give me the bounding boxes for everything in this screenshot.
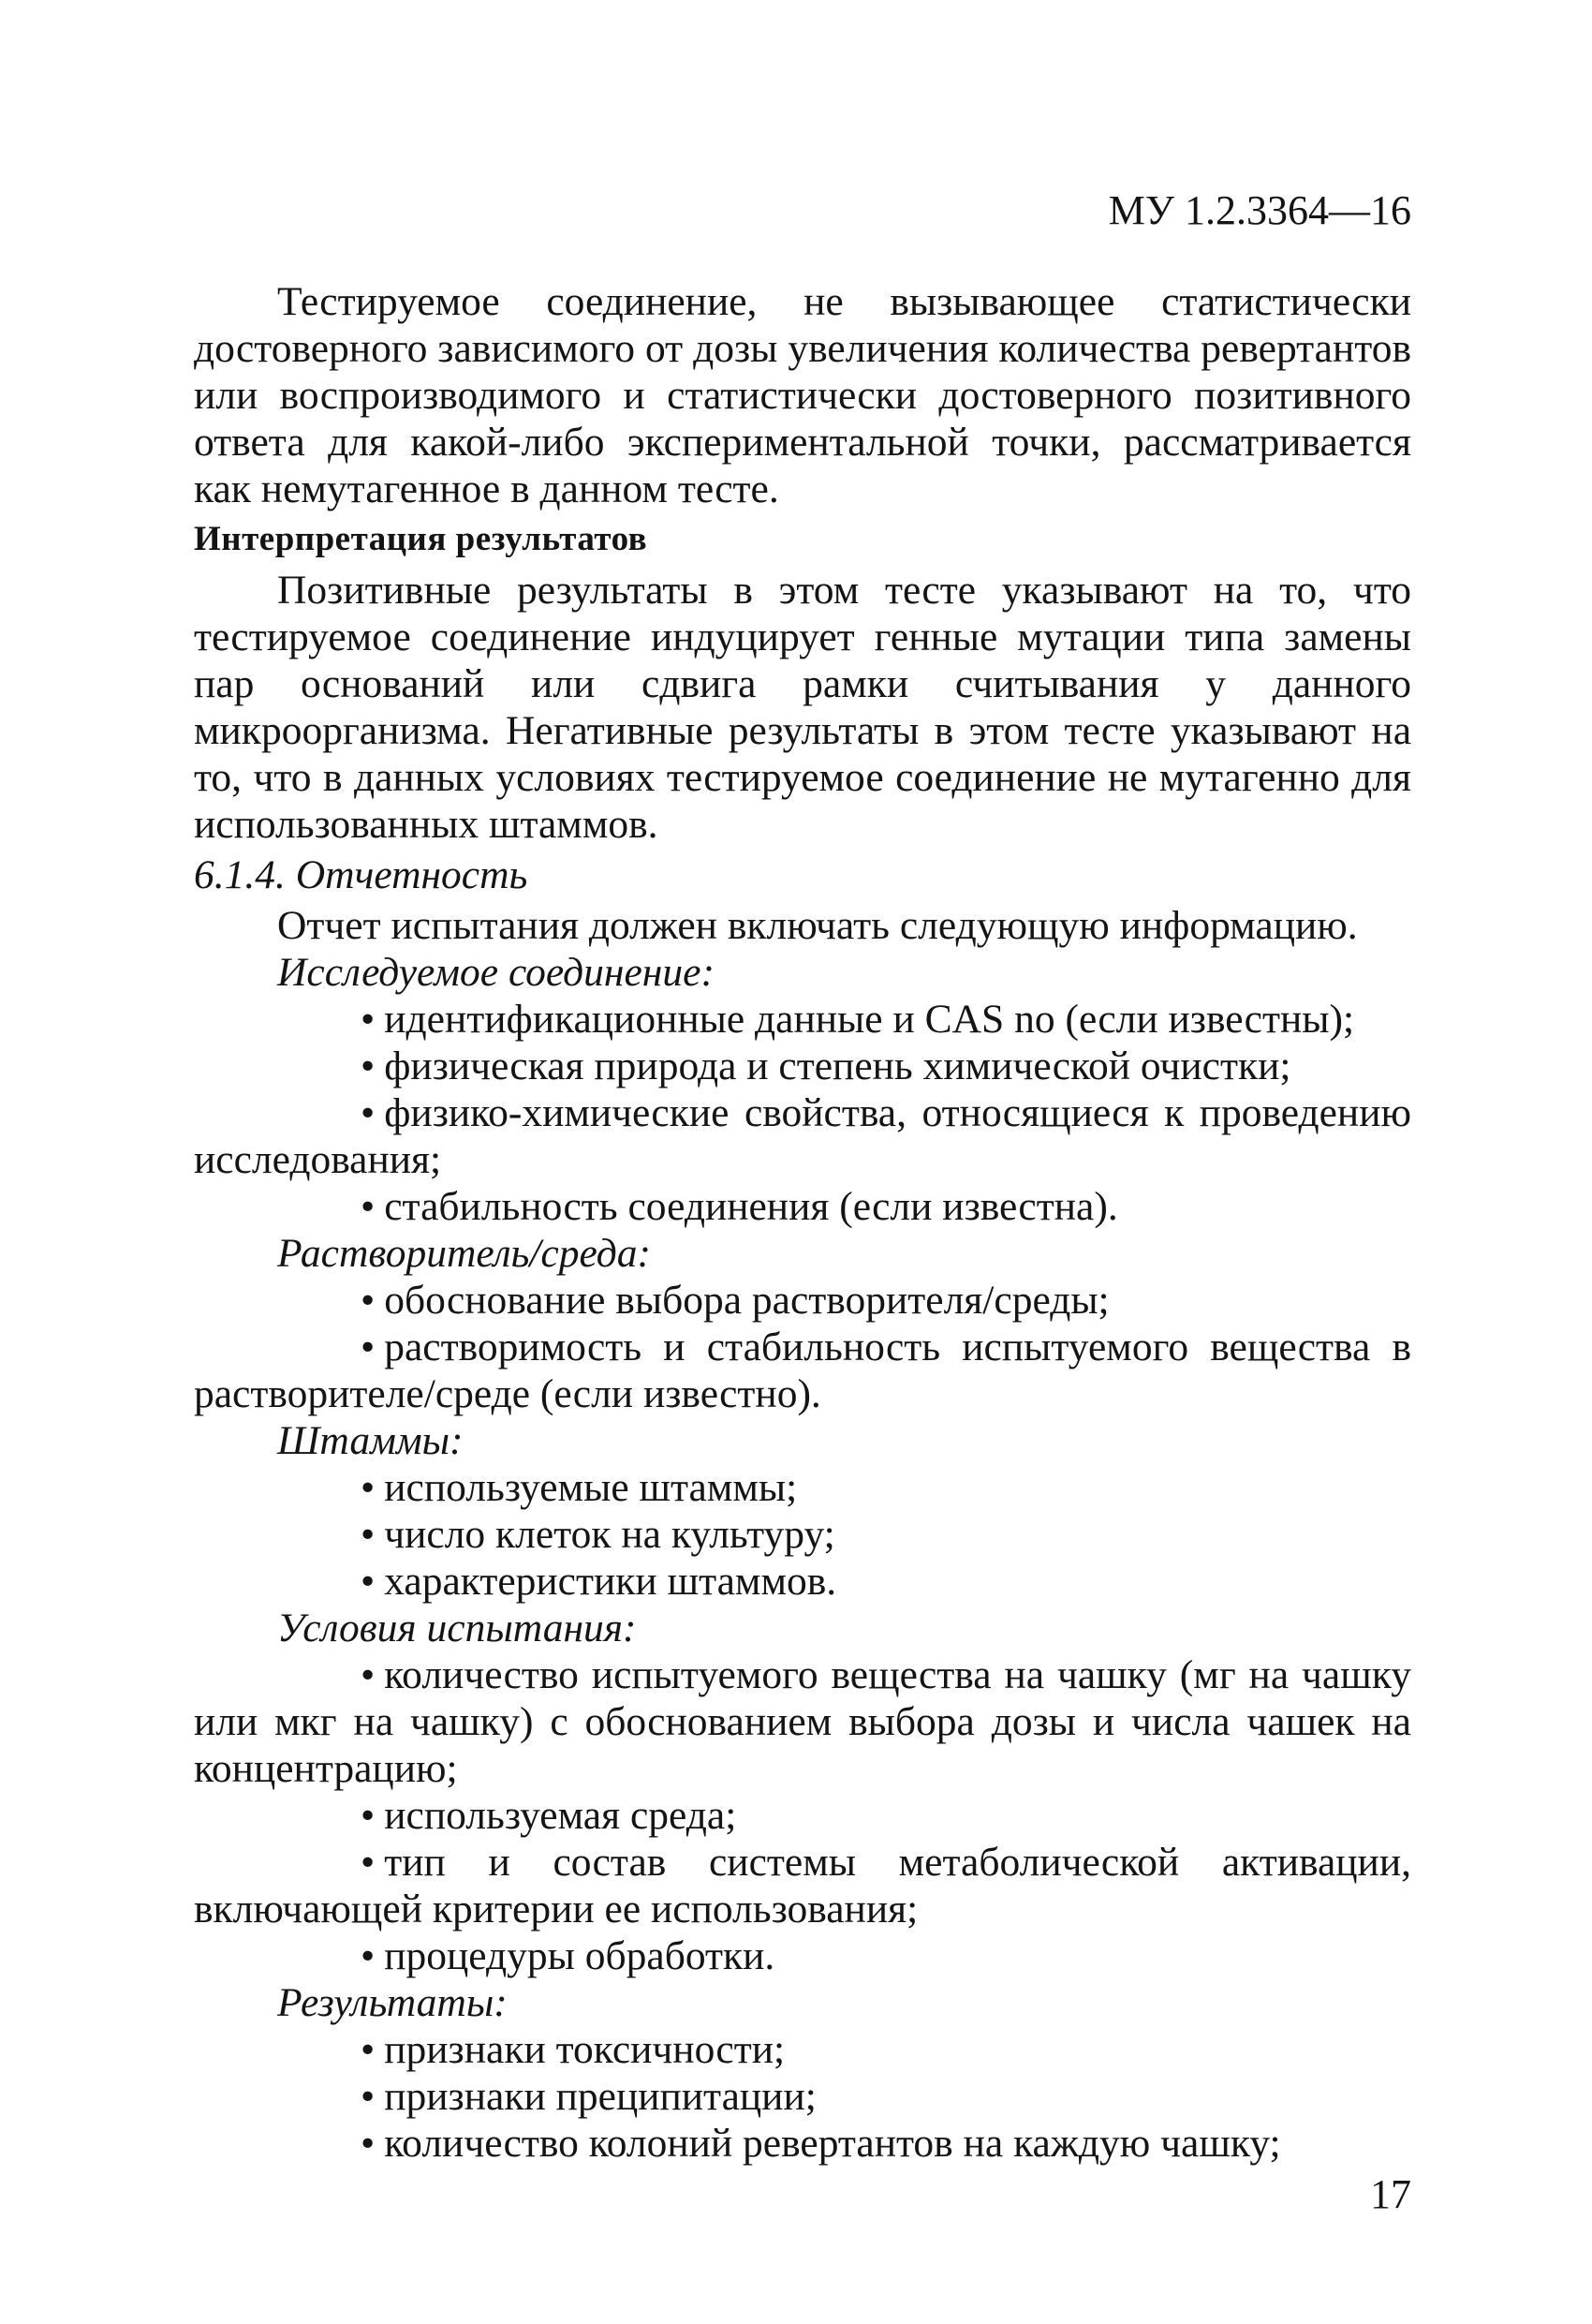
bullet-icon: • (361, 1465, 376, 1510)
bullet-icon: • (361, 997, 376, 1042)
section-heading-reporting: 6.1.4. Отчетность (194, 852, 528, 897)
group-title: Растворитель/среда: (277, 1231, 651, 1276)
intro-paragraph: Тестируемое соединение, не вызывающее статистически достоверного зависимого от дозы увеличения количества ревертантов или воспроизводимого и статистически достоверного позитивного ответа для какой-либо экспериментальной точки, рассматривается как немутагенное в данном тесте. (194, 279, 1411, 511)
list-item: • количество колоний ревертантов на каждую чашку; (194, 2120, 1411, 2167)
list-item: • используемая среда; (194, 1792, 1411, 1839)
bullet-icon: • (361, 1512, 376, 1557)
interpretation-paragraph: Позитивные результаты в этом тесте указывают на то, что тестируемое соединение индуцирует генные мутации типа замены пар оснований или сдвига рамки считывания у данного микроорганизма. Негативные результаты в этом тесте указывают на то, что в данных условиях тестируемое соединение не мутагенно для использованных штаммов. (194, 568, 1411, 847)
list-item: • идентификационные данные и CAS no (если известны); (194, 996, 1411, 1043)
list-item: • растворимость и стабильность испытуемого вещества в растворителе/среде (если известно). (194, 1325, 1411, 1416)
list-item: • признаки преципитации; (194, 2073, 1411, 2120)
list-item: • тип и состав системы метаболической активации, включающей критерии ее использования; (194, 1840, 1411, 1932)
section-heading-interpretation: Интерпретация результатов (194, 520, 648, 558)
bullet-icon: • (361, 2074, 376, 2119)
group-title: Результаты: (277, 1980, 508, 2025)
list-item: • используемые штаммы; (194, 1464, 1411, 1511)
bullet-icon: • (361, 1325, 376, 1369)
bullet-icon: • (361, 2027, 376, 2072)
page-number: 17 (1370, 2171, 1411, 2217)
list-item: • число клеток на культуру; (194, 1511, 1411, 1558)
bullet-icon: • (361, 1652, 376, 1697)
bullet-icon: • (361, 1044, 376, 1088)
bullet-icon: • (361, 1184, 376, 1229)
list-item: • процедуры обработки. (194, 1932, 1411, 1979)
bullet-icon: • (361, 1559, 376, 1604)
bullet-icon: • (361, 2121, 376, 2166)
body-text (194, 278, 1411, 2167)
list-item: • физико-химические свойства, относящиеся к проведению исследования; (194, 1090, 1411, 1182)
list-item: • признаки токсичности; (194, 2026, 1411, 2073)
list-item: • физическая природа и степень химической очистки; (194, 1043, 1411, 1089)
bullet-icon: • (361, 1278, 376, 1323)
group-title: Условия испытания: (277, 1606, 637, 1650)
bullet-icon: • (361, 1793, 376, 1838)
document-code: МУ 1.2.3364—16 (1108, 187, 1411, 233)
group-title: Штаммы: (277, 1418, 464, 1463)
list-item: • обоснование выбора растворителя/среды; (194, 1277, 1411, 1324)
list-item: • количество испытуемого вещества на чашку (мг на чашку или мкг на чашку) с обоснованием выбора дозы и числа чашек на концентрацию; (194, 1652, 1411, 1791)
bullet-icon: • (361, 1840, 376, 1885)
bullet-icon: • (361, 1933, 376, 1978)
list-item: • стабильность соединения (если известна). (194, 1183, 1411, 1230)
list-item: • характеристики штаммов. (194, 1558, 1411, 1605)
reporting-intro: Отчет испытания должен включать следующую информацию. (277, 903, 1358, 948)
bullet-icon: • (361, 1090, 376, 1135)
group-title: Исследуемое соединение: (277, 950, 715, 995)
